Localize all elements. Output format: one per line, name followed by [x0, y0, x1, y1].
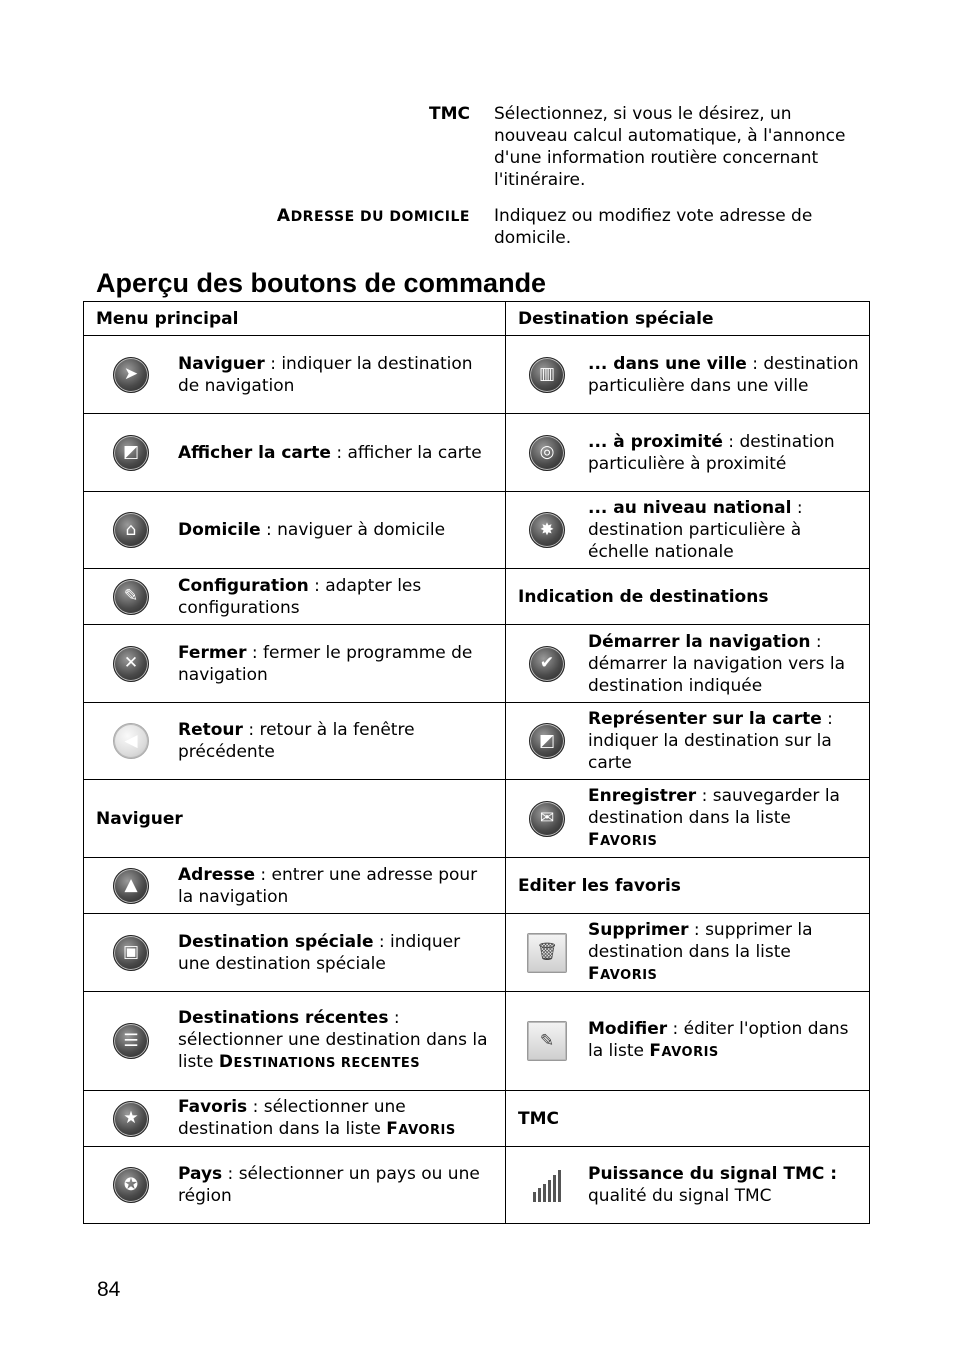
row-afficher-carte: ◩ Afficher la carte : afficher la carte — [84, 414, 506, 492]
header-indication-destinations: Indication de destinations — [506, 569, 870, 625]
special-destination-icon[interactable]: ▣ — [113, 935, 149, 971]
row-domicile: ⌂ Domicile : naviguer à domicile — [84, 492, 506, 569]
start-navigation-icon[interactable]: ✔ — [529, 646, 565, 682]
navigate-arrow-icon[interactable]: ➤ — [113, 357, 149, 393]
header-naviguer: Naviguer — [84, 780, 506, 858]
row-naviguer: ➤ Naviguer : indiquer la destination de navigation — [84, 336, 506, 414]
globe-icon[interactable]: ✪ — [113, 1167, 149, 1203]
row-demarrer-navigation: ✔ Démarrer la navigation : démarrer la navigation vers la destination indiquée — [506, 625, 870, 703]
row-pays: ✪ Pays : sélectionner un pays ou une région — [84, 1147, 506, 1224]
header-menu-principal: Menu principal — [84, 302, 506, 336]
row-modifier: ✎ Modifier : éditer l'option dans la liste FAVORIS — [506, 992, 870, 1091]
save-icon[interactable]: ✉ — [529, 801, 565, 837]
page-number: 84 — [97, 1278, 121, 1301]
city-icon[interactable]: ▥ — [529, 357, 565, 393]
close-tools-icon[interactable]: ✕ — [113, 646, 149, 682]
command-buttons-table — [83, 301, 870, 1224]
home-icon[interactable]: ⌂ — [113, 512, 149, 548]
row-a-proximite: ◎ ... à proximité : destination particulière à proximité — [506, 414, 870, 492]
edit-icon[interactable]: ✎ — [527, 1021, 567, 1061]
back-arrow-icon[interactable]: ◀ — [113, 723, 149, 759]
show-on-map-icon[interactable]: ◩ — [529, 723, 565, 759]
row-fermer: ✕ Fermer : fermer le programme de navigation — [84, 625, 506, 703]
row-dans-une-ville: ▥ ... dans une ville : destination particulière dans une ville — [506, 336, 870, 414]
proximity-target-icon[interactable]: ◎ — [529, 435, 565, 471]
recent-list-icon[interactable]: ☰ — [113, 1023, 149, 1059]
row-enregistrer: ✉ Enregistrer : sauvegarder la destination dans la liste FAVORIS — [506, 780, 870, 858]
row-puissance-signal: Puissance du signal TMC : qualité du signal TMC — [506, 1147, 870, 1224]
row-adresse: ▲ Adresse : entrer une adresse pour la navigation — [84, 858, 506, 914]
row-supprimer: 🗑 Supprimer : supprimer la destination dans la liste FAVORIS — [506, 914, 870, 992]
map-icon[interactable]: ◩ — [113, 435, 149, 471]
row-destination-speciale: ▣ Destination spéciale : indiquer une destination spéciale — [84, 914, 506, 992]
row-representer-carte: ◩ Représenter sur la carte : indiquer la destination sur la carte — [506, 703, 870, 780]
row-destinations-recentes: ☰ Destinations récentes : sélectionner une destination dans la liste DESTINATIONS RECENTES — [84, 992, 506, 1091]
definition-description: Indiquez ou modifiez vote adresse de domicile. — [494, 206, 813, 248]
header-destination-speciale: Destination spéciale — [506, 302, 870, 336]
row-configuration: ✎ Configuration : adapter les configurations — [84, 569, 506, 625]
row-favoris: ★ Favoris : sélectionner une destination dans la liste FAVORIS — [84, 1091, 506, 1147]
trash-icon[interactable]: 🗑 — [527, 933, 567, 973]
definition-term: ADRESSE DU DOMICILE — [276, 206, 470, 226]
favorite-star-icon[interactable]: ★ — [113, 1101, 149, 1137]
section-title: Aperçu des boutons de commande — [96, 268, 547, 298]
row-niveau-national: ✸ ... au niveau national : destination particulière à échelle nationale — [506, 492, 870, 569]
wrench-icon[interactable]: ✎ — [113, 579, 149, 615]
row-retour: ◀ Retour : retour à la fenêtre précédente — [84, 703, 506, 780]
definition-term: TMC — [429, 104, 470, 124]
header-editer-favoris: Editer les favoris — [506, 858, 870, 914]
header-tmc: TMC — [506, 1091, 870, 1147]
signal-strength-icon — [528, 1168, 566, 1202]
definition-description: Sélectionnez, si vous le désirez, un nouveau calcul automatique, à l'annonce d'une information routière concernant l'itinéraire. — [494, 104, 846, 190]
national-icon[interactable]: ✸ — [529, 512, 565, 548]
address-arrow-icon[interactable]: ▲ — [113, 868, 149, 904]
